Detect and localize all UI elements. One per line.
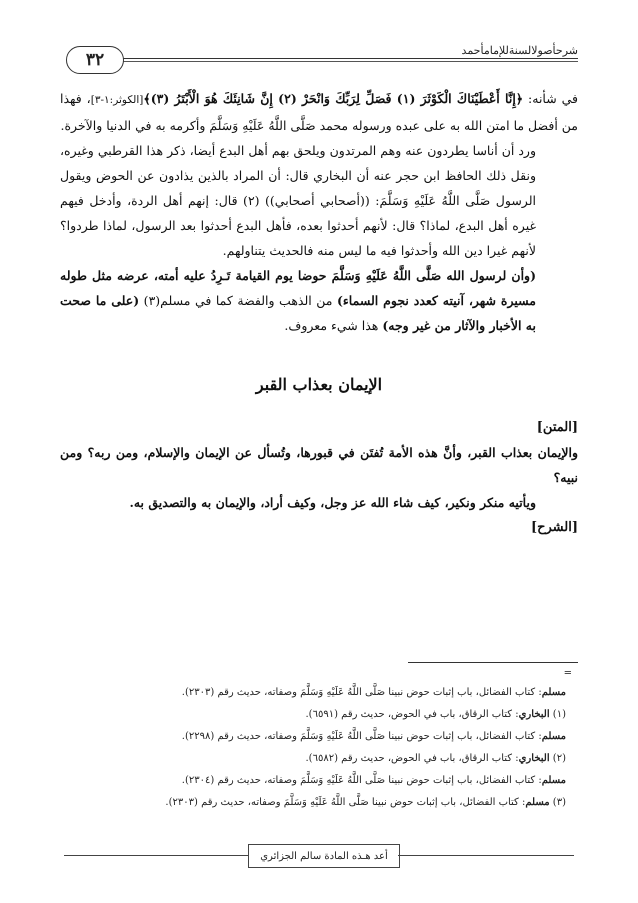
book-title: شرحأصولالسنةللإمامأحمد bbox=[461, 44, 578, 57]
header-rule bbox=[122, 58, 578, 59]
footer-author: أعد هـذه المادة سالم الجزائري bbox=[248, 844, 400, 868]
paragraph-hawd-expelled: ورد أن أناسا يطردون عنه وهم المرتدون ويلحق بهم أهل البدع أيضا، ذكر هذا القرطبي وغيره، ونقل ذلك الحافظ ابن حجر عنه أن البخاري قال: أن المراد بالذين يذادون عن الحوض ويقول الرسول صَلَّى اللَّهُ عَلَيْهِ وَسَلَّمَ: ((أصحابي أصحابي)) (٢) قال: إنهم أهل الردة، وأدخل فيهم غيره أهل البدع، لماذا؟ قال: لأنهم أحدثوا بعده، فأهل البدع أحدثوا بعد الرسول، لماذا طردوا؟ لأنهم غيرا دين الله وأحدثوا فيه ما ليس منه فالحديث يتناولهم. bbox=[60, 143, 536, 258]
footnote-continuation-marker: = bbox=[563, 668, 572, 679]
page-body bbox=[60, 86, 578, 540]
quran-verse: ﴿إِنَّا أَعْطَيْنَاكَ الْكَوْثَرَ (١) فَصَلِّ لِرَبِّكَ وَانْحَرْ (٢) إِنَّ شَانِئَكَ هُوَ الْأَبْتَرُ (٣)﴾ bbox=[143, 91, 524, 106]
sharh-label: [الشرح] bbox=[530, 520, 578, 535]
footer-rule bbox=[398, 855, 574, 856]
section-heading: الإيمان بعذاب القبر bbox=[255, 375, 383, 394]
footnotes bbox=[60, 682, 566, 814]
matn-text: ويأتيه منكر ونكير، كيف شاء الله عز وجل، وكيف أراد، والإيمان به والتصديق به. bbox=[129, 495, 536, 510]
paragraph-hawd-description bbox=[60, 263, 578, 338]
footnote-line: (١) البخاري: كتاب الرقاق، باب في الحوض، حديث رقم (٦٥٩١). bbox=[305, 709, 566, 720]
page-number: ٣٢ bbox=[66, 46, 124, 74]
footnote-line: (٢) البخاري: كتاب الرقاق، باب في الحوض، حديث رقم (٦٥٨٢). bbox=[305, 753, 566, 764]
verse-reference: [الكوثر:١-٣] bbox=[90, 94, 144, 106]
paragraph-kawthar bbox=[60, 86, 578, 138]
footnote-divider bbox=[408, 662, 578, 663]
paragraph-text: هذا شيء معروف. bbox=[284, 318, 383, 333]
matn-label: [المتن] bbox=[536, 420, 578, 435]
footnote-line: مسلم: كتاب الفضائل، باب إثبات حوض نبينا صَلَّى اللَّهُ عَلَيْهِ وَسَلَّمَ وصفاته، حديث رقم (٢٢٩٨). bbox=[181, 731, 566, 742]
header-rule-secondary bbox=[122, 61, 578, 62]
footnote-line: (٣) مسلم: كتاب الفضائل، باب إثبات حوض نبينا صَلَّى اللَّهُ عَلَيْهِ وَسَلَّمَ وصفاته، حديث رقم (٢٣٠٣). bbox=[165, 797, 566, 808]
footnote-line: مسلم: كتاب الفضائل، باب إثبات حوض نبينا صَلَّى اللَّهُ عَلَيْهِ وَسَلَّمَ وصفاته، حديث رقم (٢٣٠٣). bbox=[181, 687, 566, 698]
matn-quote: (وأن لرسول الله صَلَّى اللَّهُ عَلَيْهِ وَسَلَّمَ حوضا يوم القيامة تَـرِدُ عليه أمته، عرضه مثل طوله مسيرة شهر، آنيته كعدد نجوم السماء) bbox=[60, 268, 536, 308]
matn-quote: (على ما صحت به الأخبار والآثار من غير وجه) bbox=[60, 293, 536, 333]
matn-text: والإيمان بعذاب القبر، وأنَّ هذه الأمة تُفتَن في قبورها، وتُسأل عن الإيمان والإسلام، ومن ربه؟ ومن نبيه؟ bbox=[60, 445, 578, 485]
paragraph-text: ، فهذا من أفضل ما امتن الله به على عبده ورسوله محمد صَلَّى اللَّهُ عَلَيْهِ وَسَلَّمَ وأكرمه به في الدنيا والآخرة. bbox=[60, 91, 578, 133]
paragraph-text: في شأنه: bbox=[523, 91, 579, 106]
footer-rule bbox=[64, 855, 248, 856]
paragraph-text: من الذهب والفضة كما في مسلم(٣) bbox=[139, 293, 337, 308]
footnote-line: مسلم: كتاب الفضائل، باب إثبات حوض نبينا صَلَّى اللَّهُ عَلَيْهِ وَسَلَّمَ وصفاته، حديث رقم (٢٣٠٤). bbox=[181, 775, 566, 786]
